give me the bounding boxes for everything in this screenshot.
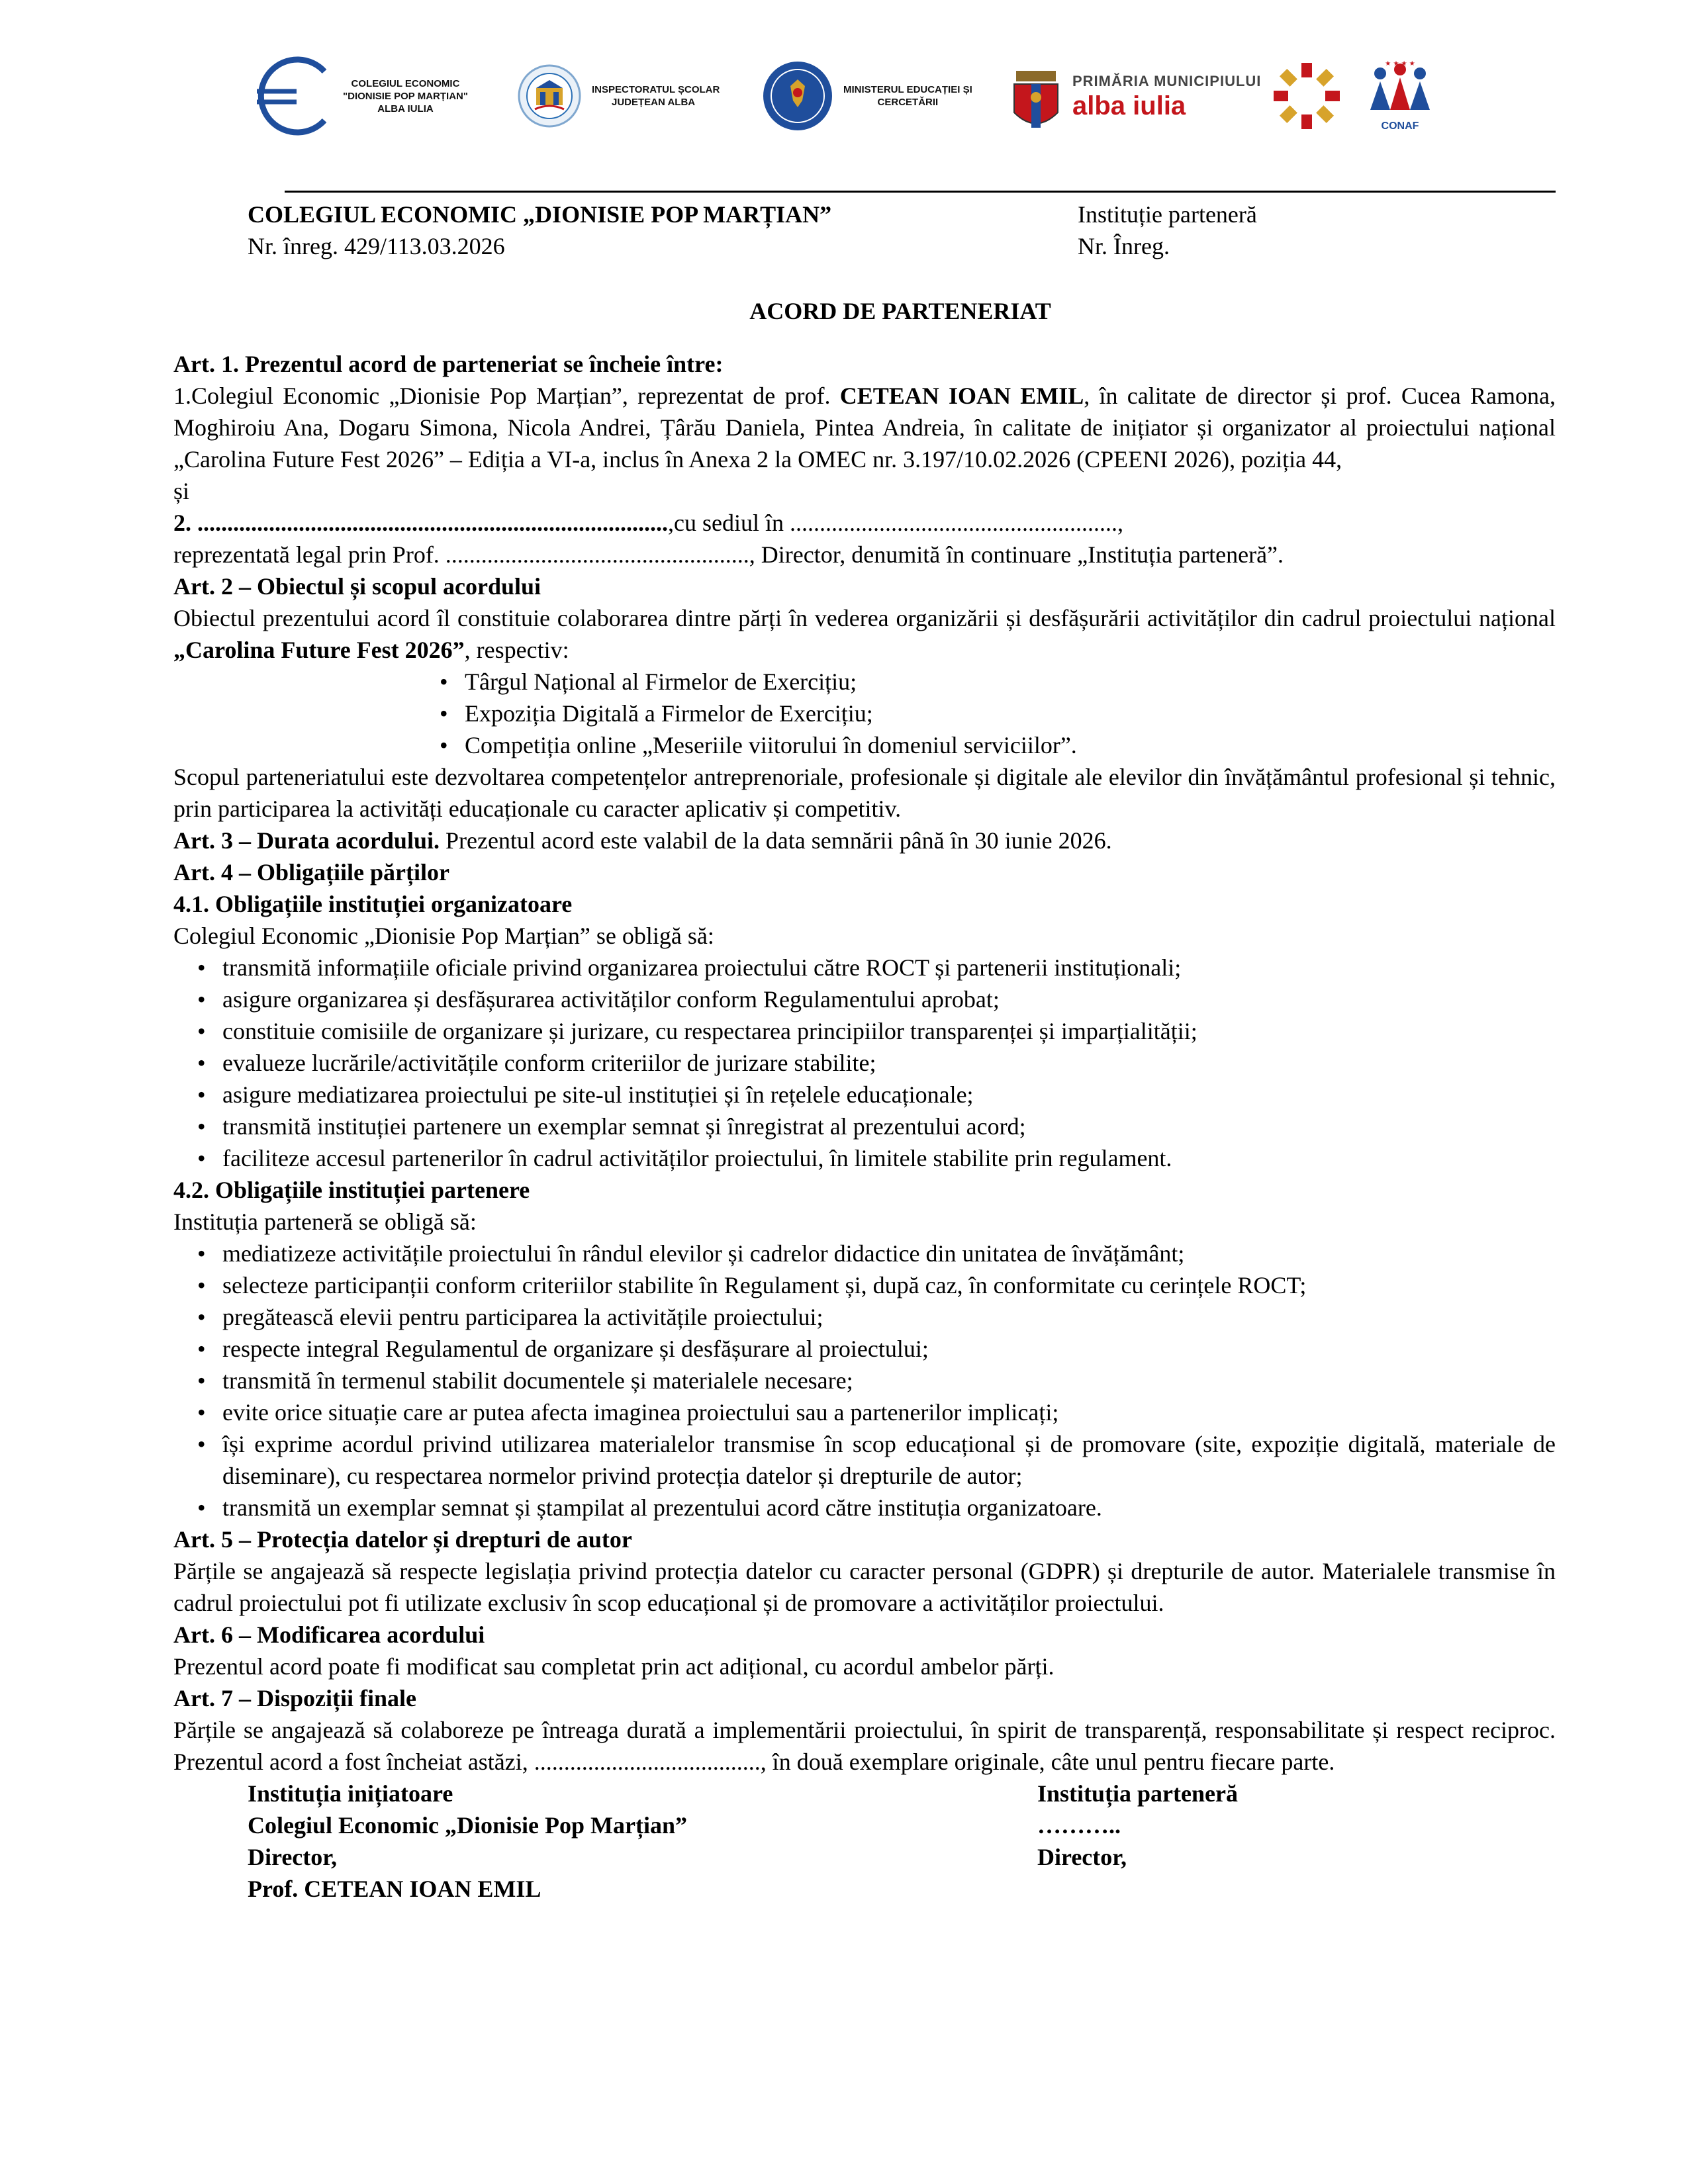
art2-paragraph <box>173 602 1556 666</box>
header-right <box>1078 199 1257 262</box>
document-body <box>173 348 1556 1905</box>
euro-c-icon <box>252 53 338 139</box>
header-rule <box>285 191 1556 193</box>
list-item: • selecteze participanții conform criteriilor stabilite în Regulament și, după caz, în conformitate cu cerințele ROCT; <box>173 1269 1556 1301</box>
list-item: • evalueze lucrările/activitățile conform criteriilor de jurizare stabilite; <box>173 1047 1556 1079</box>
document-title: ACORD DE PARTENERIAT <box>749 298 1051 324</box>
logo-line: ALBA IULIA <box>377 103 434 114</box>
list-item: • pregătească elevii pentru participarea la activitățile proiectului; <box>173 1301 1556 1333</box>
art2-text-a: Obiectul prezentului acord îl constituie colaborarea dintre părți în vederea organizării și desfășurării activităților din cadrul proiectului național <box>173 605 1556 631</box>
partner-registration: Nr. Înreg. <box>1078 233 1170 259</box>
signature-line: Director, <box>248 1844 337 1870</box>
signature-line: Prof. CETEAN IOAN EMIL <box>248 1876 541 1902</box>
art2-activity-list <box>173 666 1556 761</box>
signature-line: Instituția parteneră <box>1037 1780 1238 1807</box>
list-item: • își exprime acordul privind utilizarea materialelor transmise în scop educațional și de promovare (site, expoziție digitală, materiale de diseminare), cu respectarea normelor privind protecția datelor și drepturile de autor; <box>173 1428 1556 1492</box>
city-crest-icon <box>1006 56 1066 136</box>
signature-line: ……….. <box>1037 1812 1121 1839</box>
logo-line: "DIONISIE POP MARȚIAN" <box>343 90 468 102</box>
art1-conjunction: și <box>173 478 190 504</box>
art7-text: Părțile se angajează să colaboreze pe întreaga durată a implementării proiectului, în spirit de transparență, responsabilitate și respect reciproc. Prezentul acord a fost încheiat astăzi, ......................................, în două exemplare originale, câte unul pentru fiecare parte. <box>173 1717 1556 1775</box>
logo-line: alba iulia <box>1072 91 1186 120</box>
signature-line: Instituția inițiatoare <box>248 1780 453 1807</box>
art5-text: Părțile se angajează să respecte legislația privind protecția datelor cu caracter personal (GDPR) și drepturile de autor. Materialele transmise în cadrul proiectului pot fi utilizate exclusiv în scop educațional și de promovare a activităților proiectului. <box>173 1558 1556 1616</box>
partner-blank: 2. ............................................................................... <box>173 510 668 536</box>
list-item: • transmită informațiile oficiale privind organizarea proiectului către ROCT și partenerii instituționali; <box>173 952 1556 983</box>
art1-paragraph <box>173 380 1556 475</box>
logo-line: MINISTERUL EDUCAȚIEI ȘI <box>843 84 972 95</box>
art2-text-c: , respectiv: <box>464 637 569 663</box>
art3-heading: Art. 3 – Durata acordului. <box>173 827 440 854</box>
partner-title: Instituție parteneră <box>1078 201 1257 228</box>
logo-line: COLEGIUL ECONOMIC <box>351 77 460 89</box>
initiator-signature <box>248 1778 687 1905</box>
logo-line: INSPECTORATUL ȘCOLAR <box>592 84 720 95</box>
star-ornament-icon <box>1270 60 1343 132</box>
minister-logo <box>761 40 972 152</box>
list-item: • faciliteze accesul partenerilor în cadrul activităților proiectului, în limitele stabilite prin regulament. <box>173 1142 1556 1174</box>
partner-obligations-list <box>173 1238 1556 1524</box>
list-item: • evite orice situație care ar putea afecta imaginea proiectului sau a partenerilor implicați; <box>173 1396 1556 1428</box>
list-item: • constituie comisiile de organizare și jurizare, cu respectarea principiilor transparenței și imparțialității; <box>173 1015 1556 1047</box>
list-item: • transmită un exemplar semnat și ștampilat al prezentului acord către instituția organizatoare. <box>173 1492 1556 1524</box>
school-title: COLEGIUL ECONOMIC „DIONISIE POP MARȚIAN” <box>248 201 832 228</box>
people-group-icon <box>1364 60 1436 120</box>
registration-number: Nr. înreg. 429/113.03.2026 <box>248 233 505 259</box>
art4-1-intro: Colegiul Economic „Dionisie Pop Marțian” se obligă să: <box>173 923 714 949</box>
government-seal-icon <box>761 60 834 132</box>
list-item: • transmită instituției partenere un exemplar semnat și înregistrat al prezentului acord; <box>173 1111 1556 1142</box>
primaria-logo <box>1006 40 1343 152</box>
list-item: • Expoziția Digitală a Firmelor de Exercițiu; <box>173 698 1556 729</box>
logo-strip <box>252 40 1436 152</box>
art1-text-c: , în calitate de director și prof. Cucea Ramona, Moghiroiu Ana, Dogaru Simona, Nicola Andrei, Țârău Daniela, Pintea Andreia, în calitate de inițiator și organizator al proiectului național „Carolina Future Fest 2026” – Ediția a VI-a, inclus în Anexa 2 la OMEC nr. 3.197/10.02.2026 (CPEENI 2026), poziția 44, <box>173 383 1556 473</box>
art3-paragraph <box>173 825 1556 856</box>
conaf-logo <box>1364 40 1436 152</box>
list-item: • asigure mediatizarea proiectului pe site-ul instituției și în rețelele educaționale; <box>173 1079 1556 1111</box>
director-name: CETEAN IOAN EMIL <box>839 383 1084 409</box>
list-item: • transmită în termenul stabilit documentele și materialele necesare; <box>173 1365 1556 1396</box>
project-name: „Carolina Future Fest 2026” <box>173 637 465 663</box>
list-item: • Târgul Național al Firmelor de Exercițiu; <box>173 666 1556 698</box>
art4-heading: Art. 4 – Obligațiile părților <box>173 859 449 886</box>
logo-line: CONAF <box>1381 120 1419 132</box>
art1-partner-representative: reprezentată legal prin Prof. ..................................................., Director, denumită în continuare „Instituția parteneră”. <box>173 541 1284 568</box>
art6-text: Prezentul acord poate fi modificat sau completat prin act adițional, cu acordul ambelor părți. <box>173 1653 1055 1680</box>
art1-partner-line <box>173 507 1556 539</box>
school-seal-icon <box>516 63 583 129</box>
header-left <box>248 199 831 262</box>
logo-line: JUDEȚEAN ALBA <box>612 97 696 108</box>
art2-purpose: Scopul parteneriatului este dezvoltarea competențelor antreprenoriale, profesionale și digitale ale elevilor din învățământul profesional și tehnic, prin participarea la activități educaționale cu caracter aplicativ și competitiv. <box>173 764 1556 822</box>
art6-heading: Art. 6 – Modificarea acordului <box>173 1621 485 1648</box>
list-item: • asigure organizarea și desfășurarea activităților conform Regulamentului aprobat; <box>173 983 1556 1015</box>
art7-heading: Art. 7 – Dispoziții finale <box>173 1685 416 1711</box>
organizer-obligations-list <box>173 952 1556 1174</box>
art4-1-heading: 4.1. Obligațiile instituției organizatoare <box>173 891 573 917</box>
list-item: • mediatizeze activitățile proiectului în rândul elevilor și cadrelor didactice din unitatea de învățământ; <box>173 1238 1556 1269</box>
art4-2-heading: 4.2. Obligațiile instituției partenere <box>173 1177 530 1203</box>
art2-heading: Art. 2 – Obiectul și scopul acordului <box>173 573 541 600</box>
signature-line: Colegiul Economic „Dionisie Pop Marțian” <box>248 1812 687 1839</box>
art3-text: Prezentul acord este valabil de la data semnării până în 30 iunie 2026. <box>439 827 1112 854</box>
logo-line: PRIMĂRIA MUNICIPIULUI <box>1072 73 1262 89</box>
logo-line: CERCETĂRII <box>877 97 939 108</box>
list-item: • respecte integral Regulamentul de organizare și desfășurare al proiectului; <box>173 1333 1556 1365</box>
signature-line: Director, <box>1037 1844 1127 1870</box>
partner-signature <box>1037 1778 1238 1873</box>
signature-block <box>173 1778 1556 1905</box>
art4-2-intro: Instituția parteneră se obligă să: <box>173 1208 477 1235</box>
art1-heading: Art. 1. Prezentul acord de parteneriat se încheie între: <box>173 351 724 377</box>
inspectoratul-logo <box>516 40 720 152</box>
svg-text:★ ★ ★ ★: ★ ★ ★ ★ <box>1385 60 1415 68</box>
colegiul-economic-logo <box>252 40 468 152</box>
list-item: • Competiția online „Meseriile viitorului în domeniul serviciilor”. <box>173 729 1556 761</box>
art1-text-a: 1.Colegiul Economic „Dionisie Pop Marțian”, reprezentat de prof. <box>173 383 840 409</box>
art5-heading: Art. 5 – Protecția datelor și drepturi de autor <box>173 1526 632 1553</box>
partner-seat-blank: ,cu sediul în ......................................................., <box>668 510 1123 536</box>
